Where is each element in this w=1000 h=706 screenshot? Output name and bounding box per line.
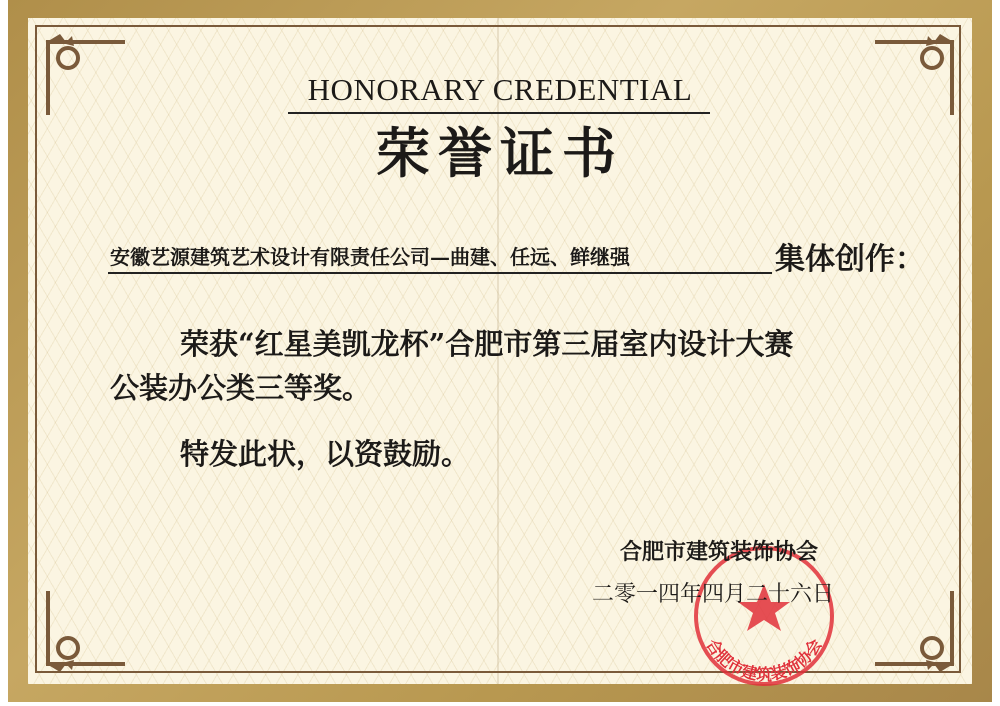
title-divider: [288, 112, 710, 114]
issue-date: 二零一四年四月二十六日: [592, 582, 835, 607]
corner-ornament-icon: [875, 591, 960, 676]
official-seal: [692, 544, 836, 688]
issuer-name: 合肥市建筑装饰协会: [620, 539, 819, 565]
recipient-suffix: 集体创作：: [775, 242, 925, 277]
title-chinese: 荣誉证书: [376, 121, 624, 185]
recipient-underline: [108, 272, 772, 274]
body-line-3: 特发此状，以资鼓励。: [180, 437, 471, 471]
seal-text: 合肥市建筑装饰协会: [702, 635, 826, 684]
recipient-name: 安徽艺源建筑艺术设计有限责任公司—曲建、任远、鲜继强: [110, 245, 630, 269]
body-line-2: 公装办公类三等奖。: [110, 371, 372, 405]
corner-ornament-icon: [40, 591, 125, 676]
title-english: HONORARY CREDENTIAL: [307, 72, 693, 107]
body-line-1: 荣获“红星美凯龙杯”合肥市第三届室内设计大赛: [180, 327, 794, 361]
svg-text:合肥市建筑装饰协会: [702, 636, 825, 684]
